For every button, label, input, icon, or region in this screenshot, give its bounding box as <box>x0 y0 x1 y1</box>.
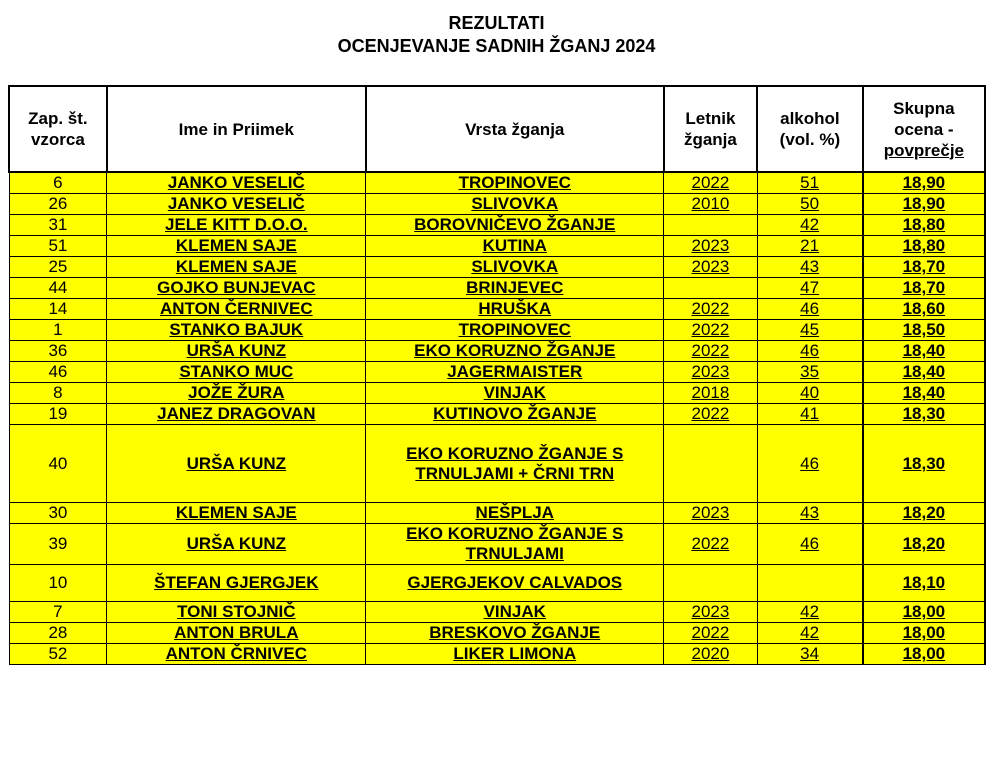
cell-name-text: JANKO VESELIČ <box>167 194 305 213</box>
cell-score-text: 18,40 <box>902 383 946 402</box>
cell-sample-number-text: 52 <box>48 644 68 663</box>
cell-year <box>664 644 757 665</box>
cell-score-text: 18,00 <box>902 623 946 642</box>
cell-type-text: KUTINA <box>482 236 547 255</box>
cell-type-text: KUTINOVO ŽGANJE <box>433 404 597 423</box>
cell-score <box>863 644 985 665</box>
cell-type-text: VINJAK <box>483 383 546 402</box>
cell-alcohol <box>757 215 863 236</box>
table-row <box>9 299 985 320</box>
cell-year-text: 2023 <box>691 236 730 255</box>
cell-year <box>664 299 757 320</box>
cell-score <box>863 299 985 320</box>
document-subtitle: OCENJEVANJE SADNIH ŽGANJ 2024 <box>337 36 656 56</box>
cell-name <box>107 320 366 341</box>
table-row <box>9 362 985 383</box>
cell-alcohol <box>757 383 863 404</box>
cell-sample-number-text: 51 <box>48 236 68 255</box>
cell-type-text: VINJAK <box>483 602 546 621</box>
cell-year <box>664 383 757 404</box>
cell-alcohol-text: 41 <box>800 404 820 423</box>
cell-name <box>107 383 366 404</box>
cell-sample-number <box>9 194 107 215</box>
cell-sample-number-text: 46 <box>48 362 68 381</box>
cell-sample-number-text: 36 <box>48 341 68 360</box>
cell-sample-number <box>9 623 107 644</box>
cell-sample-number-text: 19 <box>48 404 68 423</box>
cell-type <box>366 383 664 404</box>
cell-alcohol-text: 46 <box>800 534 820 553</box>
table-row <box>9 425 985 503</box>
cell-type-text: GJERGJEKOV CALVADOS <box>407 573 623 592</box>
cell-score-text: 18,30 <box>902 404 946 423</box>
cell-sample-number-text: 10 <box>48 573 68 592</box>
cell-alcohol <box>757 425 863 503</box>
header-alcohol-line1: alkohol <box>780 109 840 128</box>
cell-alcohol <box>757 194 863 215</box>
cell-name-text: URŠA KUNZ <box>186 453 287 473</box>
cell-sample-number <box>9 299 107 320</box>
table-body <box>9 172 985 665</box>
cell-score <box>863 215 985 236</box>
cell-type <box>366 425 664 503</box>
cell-sample-number <box>9 644 107 665</box>
cell-name-text: JOŽE ŽURA <box>188 383 285 402</box>
cell-sample-number-text: 31 <box>48 215 68 234</box>
cell-sample-number <box>9 503 107 524</box>
table-row <box>9 257 985 278</box>
header-year-line2: žganja <box>683 130 737 149</box>
cell-alcohol-text: 46 <box>800 341 820 360</box>
cell-name-text: JANKO VESELIČ <box>167 173 305 192</box>
cell-name <box>107 623 366 644</box>
cell-score-text: 18,00 <box>902 644 946 663</box>
cell-year-text: 2022 <box>691 534 730 553</box>
cell-score <box>863 278 985 299</box>
table-row <box>9 503 985 524</box>
cell-sample-number <box>9 404 107 425</box>
cell-year <box>664 503 757 524</box>
cell-type <box>366 172 664 194</box>
cell-alcohol-text: 34 <box>800 644 820 663</box>
table-row <box>9 602 985 623</box>
cell-type <box>366 194 664 215</box>
cell-name <box>107 503 366 524</box>
cell-alcohol <box>757 602 863 623</box>
cell-year-text: 2023 <box>691 602 730 621</box>
cell-score-text: 18,30 <box>902 453 946 473</box>
cell-alcohol-text: 42 <box>800 602 820 621</box>
cell-name-text: ANTON ČERNIVEC <box>159 299 313 318</box>
cell-type-text: EKO KORUZNO ŽGANJE S TRNULJAMI + ČRNI TRN <box>406 443 624 483</box>
cell-name <box>107 602 366 623</box>
cell-alcohol-text: 43 <box>800 503 820 522</box>
cell-year-text: 2018 <box>691 383 730 402</box>
cell-name-text: URŠA KUNZ <box>186 534 287 553</box>
cell-sample-number <box>9 425 107 503</box>
cell-type <box>366 404 664 425</box>
cell-type-text: TROPINOVEC <box>458 320 571 339</box>
cell-name <box>107 362 366 383</box>
cell-type-text: BRESKOVO ŽGANJE <box>429 623 601 642</box>
cell-alcohol <box>757 503 863 524</box>
cell-name-text: GOJKO BUNJEVAC <box>157 278 316 297</box>
table-row <box>9 404 985 425</box>
cell-score-text: 18,20 <box>902 503 946 522</box>
table-row <box>9 383 985 404</box>
header-sample-number <box>9 86 107 172</box>
cell-sample-number-text: 14 <box>48 299 68 318</box>
cell-type-text: EKO KORUZNO ŽGANJE S TRNULJAMI <box>406 524 624 563</box>
cell-type-text: JAGERMAISTER <box>447 362 583 381</box>
cell-alcohol <box>757 623 863 644</box>
header-type: Vrsta žganja <box>366 86 664 172</box>
header-score-line1: Skupna <box>893 98 955 118</box>
cell-year-text: 2022 <box>691 404 730 423</box>
cell-year <box>664 362 757 383</box>
cell-year-text: 2023 <box>691 503 730 522</box>
cell-alcohol <box>757 172 863 194</box>
cell-type <box>366 602 664 623</box>
cell-alcohol <box>757 524 863 565</box>
cell-type <box>366 236 664 257</box>
cell-alcohol-text: 46 <box>800 453 820 473</box>
cell-name <box>107 644 366 665</box>
header-year-line1: Letnik <box>685 109 736 128</box>
cell-name-text: TONI STOJNIČ <box>177 602 296 621</box>
cell-sample-number <box>9 320 107 341</box>
cell-year <box>664 194 757 215</box>
cell-score-text: 18,10 <box>902 573 946 592</box>
cell-name <box>107 565 366 602</box>
cell-score <box>863 194 985 215</box>
cell-year <box>664 278 757 299</box>
cell-alcohol <box>757 257 863 278</box>
cell-sample-number-text: 44 <box>48 278 68 297</box>
cell-score <box>863 524 985 565</box>
cell-name <box>107 404 366 425</box>
cell-score <box>863 362 985 383</box>
header-score-line3: povprečje <box>883 140 964 160</box>
cell-year <box>664 236 757 257</box>
cell-score <box>863 257 985 278</box>
cell-type-text: LIKER LIMONA <box>453 644 577 663</box>
cell-type <box>366 623 664 644</box>
cell-score-text: 18,40 <box>902 341 946 360</box>
cell-year-text: 2022 <box>691 299 730 318</box>
cell-sample-number-text: 6 <box>53 173 63 192</box>
cell-type-text: EKO KORUZNO ŽGANJE <box>414 341 616 360</box>
cell-alcohol <box>757 404 863 425</box>
cell-sample-number <box>9 383 107 404</box>
cell-name <box>107 236 366 257</box>
cell-type <box>366 278 664 299</box>
cell-score-text: 18,40 <box>902 362 946 381</box>
cell-alcohol-text: 51 <box>800 173 820 192</box>
cell-score <box>863 602 985 623</box>
cell-alcohol <box>757 278 863 299</box>
cell-year <box>664 623 757 644</box>
cell-year <box>664 257 757 278</box>
cell-year <box>664 602 757 623</box>
table-row <box>9 644 985 665</box>
cell-sample-number-text: 28 <box>48 623 68 642</box>
cell-score <box>863 236 985 257</box>
cell-type <box>366 299 664 320</box>
cell-year-text: 2010 <box>691 194 730 213</box>
cell-score-text: 18,60 <box>902 299 946 318</box>
cell-year <box>664 524 757 565</box>
cell-sample-number-text: 40 <box>48 453 68 473</box>
cell-year-text: 2022 <box>691 623 730 642</box>
cell-name <box>107 278 366 299</box>
cell-score <box>863 341 985 362</box>
cell-sample-number <box>9 172 107 194</box>
table-row <box>9 215 985 236</box>
cell-name-text: JANEZ DRAGOVAN <box>157 404 316 423</box>
cell-name <box>107 341 366 362</box>
table-row <box>9 524 985 565</box>
table-row <box>9 623 985 644</box>
cell-alcohol <box>757 341 863 362</box>
table-row <box>9 236 985 257</box>
cell-score-text: 18,80 <box>902 236 946 255</box>
table-row <box>9 194 985 215</box>
cell-type-text: BRINJEVEC <box>466 278 564 297</box>
cell-name-text: URŠA KUNZ <box>186 341 287 360</box>
header-year <box>664 86 757 172</box>
cell-year-text: 2023 <box>691 257 730 276</box>
cell-alcohol-text: 42 <box>800 215 820 234</box>
cell-year <box>664 425 757 503</box>
table-header-row <box>9 86 985 172</box>
cell-score <box>863 172 985 194</box>
cell-score <box>863 404 985 425</box>
cell-year <box>664 215 757 236</box>
cell-alcohol-text: 40 <box>800 383 820 402</box>
cell-alcohol <box>757 565 863 602</box>
cell-name-text: ANTON ČRNIVEC <box>165 644 307 663</box>
cell-type <box>366 320 664 341</box>
cell-type <box>366 257 664 278</box>
cell-score-text: 18,00 <box>902 602 946 621</box>
cell-score-text: 18,50 <box>902 320 946 339</box>
cell-score <box>863 425 985 503</box>
cell-name-text: STANKO BAJUK <box>169 320 304 339</box>
table-row <box>9 320 985 341</box>
cell-sample-number <box>9 341 107 362</box>
cell-sample-number-text: 25 <box>48 257 68 276</box>
cell-type <box>366 362 664 383</box>
cell-name <box>107 524 366 565</box>
cell-type-text: SLIVOVKA <box>471 194 559 213</box>
cell-sample-number <box>9 524 107 565</box>
cell-year <box>664 404 757 425</box>
cell-name <box>107 299 366 320</box>
cell-alcohol-text: 45 <box>800 320 820 339</box>
cell-name <box>107 194 366 215</box>
cell-name-text: ANTON BRULA <box>174 623 299 642</box>
table-row <box>9 172 985 194</box>
table-row <box>9 565 985 602</box>
cell-score <box>863 565 985 602</box>
cell-sample-number <box>9 565 107 602</box>
cell-alcohol-text: 46 <box>800 299 820 318</box>
cell-score <box>863 623 985 644</box>
cell-alcohol <box>757 320 863 341</box>
cell-sample-number-text: 26 <box>48 194 68 213</box>
cell-score-text: 18,80 <box>902 215 946 234</box>
table-row <box>9 278 985 299</box>
cell-name-text: ŠTEFAN GJERGJEK <box>154 573 319 592</box>
cell-name <box>107 215 366 236</box>
cell-sample-number-text: 39 <box>48 534 68 553</box>
cell-score <box>863 383 985 404</box>
header-sample-number-line1: Zap. št. <box>28 109 88 128</box>
cell-score-text: 18,90 <box>902 194 946 213</box>
results-table <box>8 85 986 665</box>
cell-name-text: STANKO MUC <box>179 362 294 381</box>
cell-type <box>366 341 664 362</box>
document-title: REZULTATI <box>448 13 545 33</box>
cell-type <box>366 644 664 665</box>
cell-year <box>664 341 757 362</box>
table-row <box>9 341 985 362</box>
header-alcohol <box>757 86 863 172</box>
cell-sample-number <box>9 278 107 299</box>
cell-sample-number <box>9 602 107 623</box>
cell-sample-number <box>9 362 107 383</box>
cell-sample-number-text: 7 <box>53 602 63 621</box>
cell-alcohol-text: 42 <box>800 623 820 642</box>
cell-type <box>366 503 664 524</box>
cell-sample-number-text: 1 <box>53 320 63 339</box>
cell-sample-number <box>9 236 107 257</box>
cell-name <box>107 257 366 278</box>
header-score-line2: ocena - <box>894 119 954 139</box>
cell-sample-number-text: 8 <box>53 383 63 402</box>
cell-type-text: BOROVNIČEVO ŽGANJE <box>414 215 616 234</box>
cell-type-text: NEŠPLJA <box>475 503 554 522</box>
cell-name-text: KLEMEN SAJE <box>175 236 297 255</box>
cell-score <box>863 503 985 524</box>
cell-score-text: 18,90 <box>902 173 946 192</box>
cell-alcohol-text: 50 <box>800 194 820 213</box>
cell-alcohol <box>757 236 863 257</box>
header-alcohol-line2: (vol. %) <box>779 130 841 149</box>
cell-year-text: 2023 <box>691 362 730 381</box>
cell-alcohol-text: 35 <box>800 362 820 381</box>
cell-year <box>664 172 757 194</box>
cell-alcohol-text: 47 <box>800 278 820 297</box>
cell-alcohol-text: 43 <box>800 257 820 276</box>
cell-sample-number <box>9 215 107 236</box>
cell-alcohol-text: 21 <box>800 236 820 255</box>
cell-name-text: JELE KITT D.O.O. <box>165 215 308 234</box>
cell-type <box>366 215 664 236</box>
cell-type-text: HRUŠKA <box>478 299 552 318</box>
cell-score-text: 18,70 <box>902 257 946 276</box>
cell-type-text: SLIVOVKA <box>471 257 559 276</box>
cell-name-text: KLEMEN SAJE <box>175 503 297 522</box>
header-name: Ime in Priimek <box>107 86 366 172</box>
cell-alcohol <box>757 644 863 665</box>
cell-year-text: 2020 <box>691 644 730 663</box>
cell-year <box>664 565 757 602</box>
cell-year <box>664 320 757 341</box>
cell-alcohol <box>757 299 863 320</box>
cell-type <box>366 565 664 602</box>
header-score <box>863 86 985 172</box>
cell-name <box>107 425 366 503</box>
cell-type <box>366 524 664 565</box>
cell-year-text: 2022 <box>691 320 730 339</box>
cell-sample-number-text: 30 <box>48 503 68 522</box>
cell-sample-number <box>9 257 107 278</box>
cell-name <box>107 172 366 194</box>
header-sample-number-line2: vzorca <box>30 130 85 149</box>
cell-type-text: TROPINOVEC <box>458 173 571 192</box>
cell-score-text: 18,70 <box>902 278 946 297</box>
cell-year-text: 2022 <box>691 341 730 360</box>
cell-score-text: 18,20 <box>902 534 946 553</box>
cell-score <box>863 320 985 341</box>
cell-alcohol <box>757 362 863 383</box>
cell-year-text: 2022 <box>691 173 730 192</box>
cell-name-text: KLEMEN SAJE <box>175 257 297 276</box>
